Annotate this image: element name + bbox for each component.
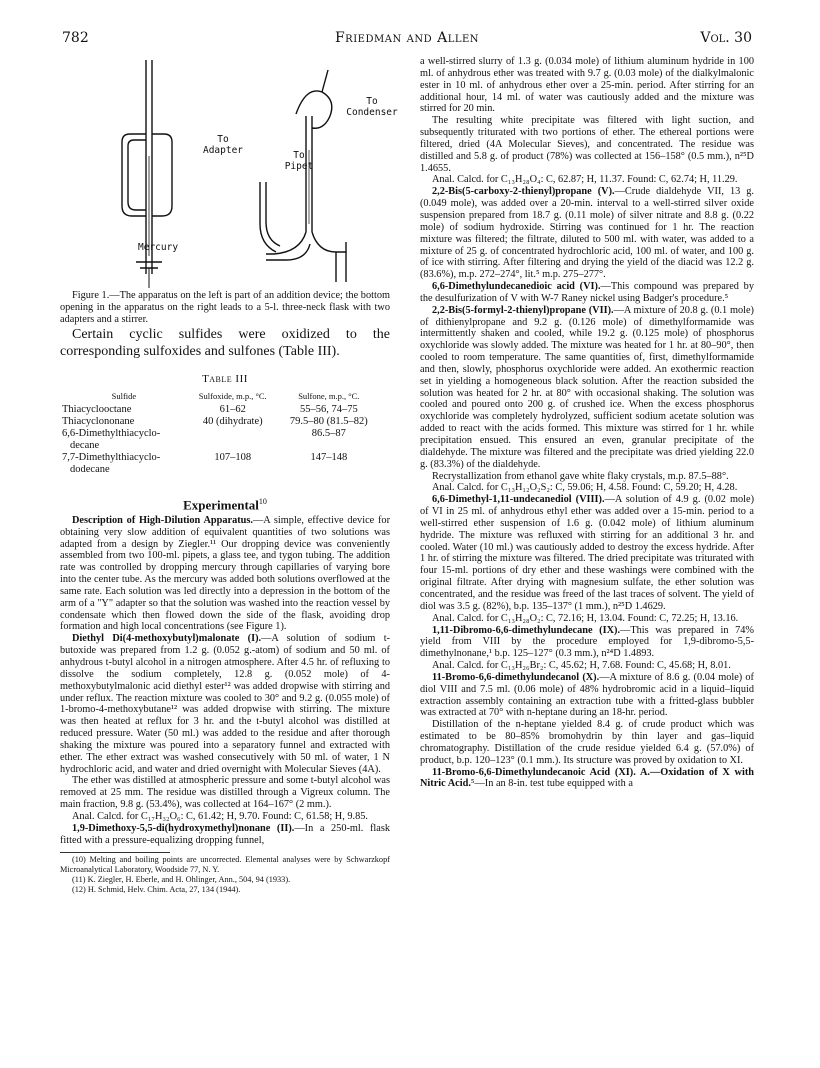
paragraph-title: 1,11-Dibromo-6,6-dimethylundecane (IX). [432, 624, 621, 636]
label-to-condenser-text: To Condenser [346, 96, 398, 118]
paragraph-compound-x [420, 672, 754, 719]
paragraph-body: ⁵—In an 8-in. test tube equipped with a [470, 778, 633, 790]
apparatus-drawing [60, 56, 390, 290]
paragraph-nonane [60, 823, 390, 847]
paragraph-compound-v [420, 186, 754, 281]
paragraph-title: Diethyl Di(4-methoxybutyl)malonate (I). [72, 633, 262, 645]
experimental-heading [60, 496, 390, 511]
page-header [62, 30, 752, 52]
table-row [60, 440, 380, 452]
table-header-sulfoxide: Sulfoxide, m.p., °C. [198, 390, 267, 401]
paragraph-body: —A simple, effective device for obtaining very slow addition of equivalent quantities of two solutions was adapted from a design by Ziegler.¹¹ Our dropping device was conveniently assembled from two 100-ml. pipets, a glass tee, and tygon tubing. The addition rate was controlled by dropping mercury through capillaries of varying bore into the center tube. As the mercury was added both solutions overflowed at the same rate. Each solution was led directly into a depression in the bottom of the arm of a "Y" adapter so that the solution was washed into the reaction vessel by condensate which then flowed down the side of the flask, avoiding drop formation and high local concentrations (see Figure 1). [60, 514, 390, 633]
cell-sulfoxide: 40 (dihydrate) [202, 415, 263, 427]
label-to-condenser [332, 96, 412, 118]
paragraph-recrystallization: Recrystallization from ethanol gave white flaky crystals, m.p. 87.5–88°. [432, 470, 729, 482]
cell-sulfoxide [188, 464, 278, 476]
footnote: (10) Melting and boiling points are uncorrected. Elemental analyses were by Schwarzkopf Microanalytical Laboratory, Woodside 77, N. Y. [60, 855, 390, 875]
paragraph-compound-vii [420, 305, 754, 471]
paragraph-distillation: The ether was distilled at atmospheric pressure and some t-butyl alcohol was removed at 25 mm. The residue was distilled through a Vigreux column. The main fraction, 9.8 g. (53.4%), was collected at 164–167° (2 mm.). [60, 775, 390, 811]
paragraph-title: 6,6-Dimethyl-1,11-undecanediol (VIII). [432, 494, 605, 506]
cell-sulfide: 6,6-Dimethylthiacyclo- [62, 427, 161, 439]
paragraph-body: —This was prepared in 74% yield from VIII by the procedure employed for 1,9-dibromo-5,5-dimethylnonane,¹ b.p. 125–127° (0.3 mm.), n²⁴D 1.4893. [420, 624, 754, 660]
left-column [60, 56, 398, 895]
table-row [60, 416, 380, 428]
analysis-line: Anal. Calcd. for C₁₃H₂₈O₄: C, 62.87; H, 11.37. Found: C, 62.74; H, 11.29. [432, 174, 738, 186]
cell-sulfide: decane [70, 439, 100, 451]
experimental-heading-ref: 10 [258, 496, 267, 506]
label-to-pipet [274, 150, 324, 172]
table-row [60, 452, 380, 464]
figure-caption: Figure 1.—The apparatus on the left is part of an addition device; the bottom opening in the apparatus on the right leads to a 5-l. three-neck flask with two adapters and a stirrer. [60, 290, 390, 325]
paragraph-title: 11-Bromo-6,6-dimethylundecanol (X). [432, 671, 600, 683]
paragraph-title: 1,9-Dimethoxy-5,5-di(hydroxymethyl)nonane (II). [72, 822, 295, 834]
cell-sulfone [278, 464, 380, 476]
page-number: 782 [62, 30, 89, 46]
paragraph-compound-ix [420, 625, 754, 661]
label-to-adapter-text: To Adapter [202, 134, 244, 156]
paragraph-title: 2,2-Bis(5-carboxy-2-thienyl)propane (V). [432, 186, 615, 198]
table-3 [60, 390, 380, 476]
label-to-adapter [188, 134, 258, 156]
table-3-header-row [60, 390, 380, 404]
table-header-sulfide: Sulfide [111, 390, 137, 401]
paragraph-body: —A mixture of 20.8 g. (0.1 mole) of dithienylpropane and 9.2 g. (0.126 mole) of dimethylformamide was intermittently shaken and cooled, while 19.2 g. (0.125 mole) of phosphorus oxychloride was slowly added. The mixture was heated for 1 hr. at 80–90°, then cooled to room temperature. The same quantities of, first, dimethylformamide and then, slowly, phosphorus oxychloride were added. An exothermic reaction set in yielding a homogeneous black solution. After the reaction subsided the solution was heated for 2 hr. at 80° with occasional shaking. The solution was cooled and poured onto 200 g. of crushed ice. When the excess phosphorus oxychloride was completely hydrolyzed, sufficient sodium acetate solution was added to react with the acids formed. This mixture was stirred for 1 hr. while precipitation ensued. This ensured an even, granular precipitate of the dialdehyde. The mixture was filtered and the precipitate was dried yielding 22.0 g. (83.3%) of the dialdehyde. [420, 304, 754, 470]
paragraph-body: —A solution of 4.9 g. (0.02 mole) of VI in 25 ml. of anhydrous ethyl ether was added over a 15-min. period to a well-stirred ether suspension of 1.6 g. (0.042 mole) of lithium aluminum hydride. The mixture was refluxed with stirring for an additional 3 hr. and cooled. Water (10 ml.) was cautiously added to destroy the excess hydride. After 1 hr. of stirring the mixture was filtered. The dried precipitate was triturated with four 15-ml. portions of dry ether and these washings were combined with the original filtrate. After drying with magnesium sulfate, the ether solution was concentrated, and the residue was freed of the last traces of solvent. The yield of diol was 3.5 g. (82%), b.p. 135–137° (1 mm.), n²⁵D 1.4629. [420, 494, 755, 612]
cell-sulfide: Thiacyclononane [62, 415, 135, 427]
paragraph-continued: a well-stirred slurry of 1.3 g. (0.034 mole) of lithium aluminum hydride in 100 ml. of anhydrous ether was treated with 9.7 g. (0.03 mole) of the dialkylmalonic ester in 10 ml. of anhydrous ether over a 25-min. period. After stirring for an additional hour, 14 ml. of water was cautiously added and the mixture was stirred for 20 min. [420, 56, 754, 115]
analysis-line: Anal. Calcd. for C₁₃H₁₂O₂S₂: C, 59.06; H, 4.58. Found: C, 59.20; H, 4.28. [432, 482, 738, 494]
sulfide-intro: Certain cyclic sulfides were oxidized to the corresponding sulfoxides and sulfones (Table III). [60, 327, 390, 359]
cell-sulfone: 147–148 [310, 451, 348, 463]
running-title: Friedman and Allen [334, 30, 480, 46]
cell-sulfide: Thiacyclooctane [62, 403, 132, 415]
footnote: (11) K. Ziegler, H. Eberle, and H. Ohlinger, Ann., 504, 94 (1933). [72, 875, 291, 885]
table-3-title: Table III [202, 373, 248, 385]
paragraph-body: —In a 250-ml. flask fitted with a pressure-equalizing dropping funnel, [60, 822, 390, 846]
label-mercury [138, 242, 198, 253]
paragraph-title: Description of High-Dilution Apparatus. [72, 514, 253, 526]
analysis-line: Anal. Calcd. for C₁₃H₂₆Br₂: C, 45.62; H, 7.68. Found: C, 45.68; H, 8.01. [432, 660, 731, 672]
paragraph-compound-xi [420, 767, 754, 791]
paragraph-body: —This compound was prepared by the desulfurization of V with W-7 Raney nickel using Badger's procedure.⁵ [420, 281, 754, 304]
paragraph-precipitate: The resulting white precipitate was filtered with light suction, and subsequently triturated with two portions of ether. The ethereal portions were filtered, dried (4A Molecular Sieves), and concentrated. The residue was distilled and 5.8 g. of product (78%) was collected at 156–158° (0.5 mm.), n²⁵D 1.4655. [420, 115, 754, 174]
table-row [60, 404, 380, 416]
table-header-sulfone: Sulfone, m.p., °C. [298, 390, 360, 401]
paragraph-apparatus [60, 515, 390, 633]
cell-sulfoxide [188, 428, 278, 440]
footnote: (12) H. Schmid, Helv. Chim. Acta, 27, 134 (1944). [72, 885, 241, 895]
table-row [60, 428, 380, 440]
label-to-pipet-text: To Pipet [284, 150, 314, 172]
paragraph-body: —Crude dialdehyde VII, 13 g. (0.049 mole), was added over a 20-min. interval to a well-stirred silver oxide suspension prepared from 18.7 g. (0.11 mole) of silver nitrate and 8.8 g. (0.22 mole) of sodium hydroxide. Stirring was continued for 1 hr. The reaction mixture was filtered; the filtrate, diluted to 500 ml. with water, was added to a mixture of 25 g. of concentrated hydrochloric acid, 100 ml. of water, and 100 g. of ice with stirring. After filtering and drying the yield of the diacid was 12.2 g. (83.6%), m.p. 272–274°, lit.⁵ m.p. 275–277°. [420, 186, 755, 281]
paragraph-malonate [60, 633, 390, 775]
figure-1 [60, 56, 398, 290]
cell-sulfide: 7,7-Dimethylthiacyclo- [62, 451, 161, 463]
table-row [60, 464, 380, 476]
experimental-heading-text: Experimental [183, 497, 259, 513]
cell-sulfoxide: 107–108 [214, 451, 252, 463]
right-column [420, 56, 754, 790]
cell-sulfone: 79.5–80 (81.5–82) [289, 415, 368, 427]
paragraph-compound-viii [420, 494, 754, 612]
paragraph-compound-vi [420, 281, 754, 305]
footnote-rule [60, 852, 170, 853]
paragraph-body: —A solution of sodium t-butoxide was prepared from 1.2 g. (0.052 g.-atom) of sodium and 50 ml. of anhydrous t-butyl alcohol in a nitrogen atmosphere. After 4.5 hr. of refluxing to dissolve the sodium completely, 12.8 g. (0.052 mole) of 4-methoxybutylmalonic acid diethyl ester¹² was added dropwise with stirring and under reflux. The reaction mixture was cooled to 30° and 9.2 g. (0.055 mole) of 1-bromo-4-methoxybutane¹² was added dropwise with stirring. The mixture was then heated at reflux for 3 hr. and the t-butyl alcohol was distilled at reduced pressure. Water (50 ml.) was added to the residue and after thorough shaking the mixture was poured into a separatory funnel and extracted with ether. The ether extract was washed consecutively with 50 ml. of water, 1 N hydrochloric acid, and water and dried overnight with Molecular Sieves (4A). [60, 633, 390, 775]
volume-label: Vol. 30 [700, 30, 752, 46]
paragraph-title: 2,2-Bis(5-formyl-2-thienyl)propane (VII). [432, 304, 614, 316]
paragraph-body: —A mixture of 8.6 g. (0.04 mole) of diol VIII and 7.5 ml. (0.06 mole) of 48% hydrobromic acid in a liquid–liquid extraction assembly containing an extraction tube with a fritted-glass bubbler was extracted at 70° with n-heptane during an 18-hr. period. [420, 671, 754, 719]
cell-sulfide: dodecane [70, 463, 110, 475]
paragraph-title: 6,6-Dimethylundecanedioic acid (VI). [432, 281, 601, 293]
paragraph-title: 11-Bromo-6,6-Dimethylundecanoic Acid (XI). A.—Oxidation of X with Nitric Acid. [420, 766, 754, 790]
analysis-line: Anal. Calcd. for C₁₇H₃₂O₆: C, 61.42; H, 9.70. Found: C, 61.58; H, 9.85. [72, 810, 368, 822]
cell-sulfone [278, 440, 380, 452]
cell-sulfoxide: 61–62 [219, 403, 246, 415]
cell-sulfone: 55–56, 74–75 [299, 403, 358, 415]
cell-sulfoxide [188, 440, 278, 452]
label-mercury-text: Mercury [138, 242, 179, 253]
analysis-line: Anal. Calcd. for C₁₃H₂₈O₂: C, 72.16; H, 13.04. Found: C, 72.25; H, 13.16. [432, 612, 739, 624]
paragraph-heptane: Distillation of the n-heptane yielded 8.4 g. of crude product which was estimated to be 80–85% bromohydrin by thin layer and gas–liquid chromatography. Distillation of the crude residue yielded 6.4 g. (57.0%) of product, b.p. 120–123° (0.1 mm.). Its structure was proved by oxidation to XI. [420, 719, 754, 766]
cell-sulfone: 86.5–87 [311, 427, 346, 439]
